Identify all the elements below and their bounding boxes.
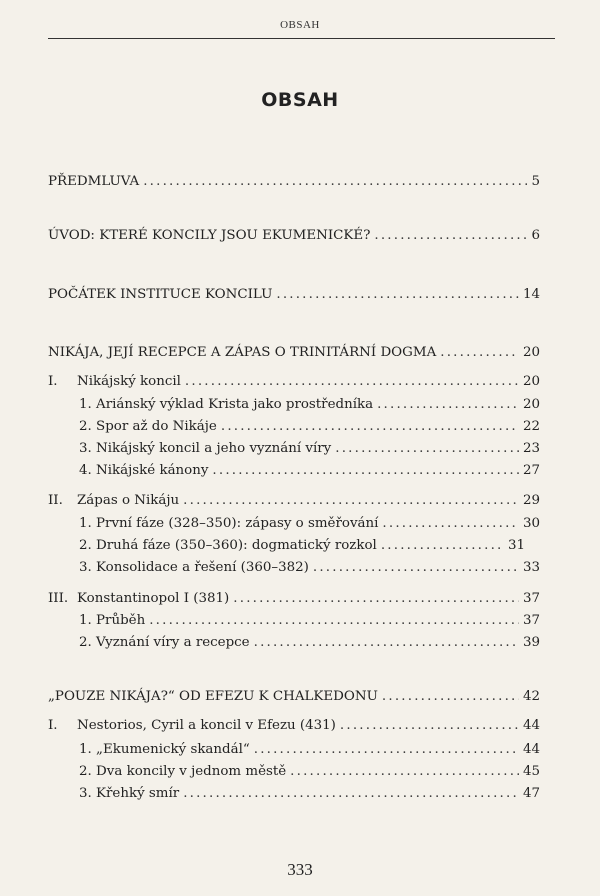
toc-entry[interactable] (79, 462, 540, 480)
toc-entry[interactable] (79, 612, 540, 630)
toc-entry[interactable] (48, 590, 540, 608)
dot-leader (254, 634, 519, 652)
toc-page-number: 20 (522, 345, 540, 360)
dot-leader (254, 741, 519, 759)
toc-page-number: 20 (522, 397, 540, 412)
toc-entry[interactable] (79, 785, 540, 803)
toc-entry[interactable] (79, 741, 540, 759)
toc-page-number: 30 (522, 516, 540, 531)
toc-entry-text: 1. „Ekumenický skandál“ (79, 742, 250, 757)
toc-page-number: 5 (531, 174, 540, 189)
toc-entry[interactable] (48, 492, 540, 510)
toc-entry-numeral: I. (48, 374, 58, 389)
toc-entry[interactable] (48, 286, 540, 304)
show-through-texture (48, 64, 558, 79)
toc-page-number: 44 (522, 742, 540, 757)
toc-entry[interactable] (79, 634, 540, 652)
dot-leader (185, 373, 519, 391)
dot-leader (212, 462, 519, 480)
toc-entry-text: ÚVOD: KTERÉ KONCILY JSOU EKUMENICKÉ? (48, 228, 371, 243)
toc-entry-text: PŘEDMLUVA (48, 174, 140, 189)
toc-page-number: 39 (522, 635, 540, 650)
dot-leader (149, 612, 519, 630)
toc-entry-text: „POUZE NIKÁJA?“ OD EFEZU K CHALKEDONU (48, 689, 378, 704)
toc-page-number: 47 (522, 786, 540, 801)
toc-entry-text: Nikájský koncil (77, 374, 181, 389)
toc-entry-text: 2. Druhá fáze (350–360): dogmatický rozkol (79, 538, 377, 553)
toc-page-number: 31 (507, 538, 525, 553)
toc-entry[interactable] (48, 173, 540, 191)
toc-entry-text: 2. Vyznání víry a recepce (79, 635, 250, 650)
toc-entry[interactable] (79, 763, 540, 781)
dot-leader (290, 763, 519, 781)
toc-entry[interactable] (48, 717, 540, 735)
toc-entry[interactable] (79, 537, 525, 555)
dot-leader (374, 227, 527, 245)
toc-entry[interactable] (48, 227, 540, 245)
toc-page-number: 45 (522, 764, 540, 779)
running-head: OBSAH (280, 19, 320, 31)
toc-page-number: 29 (522, 493, 540, 508)
dot-leader (183, 785, 519, 803)
toc-page-number: 33 (522, 560, 540, 575)
toc-entry[interactable] (79, 396, 540, 414)
toc-entry-text: 4. Nikájské kánony (79, 463, 209, 478)
dot-leader (233, 590, 519, 608)
dot-leader (221, 418, 519, 436)
toc-entry-text: 2. Dva koncily v jednom městě (79, 764, 287, 779)
toc-entry[interactable] (79, 440, 540, 458)
dot-leader (440, 344, 519, 362)
toc-page-number: 37 (522, 591, 540, 606)
toc-entry-text: Nestorios, Cyril a koncil v Efezu (431) (77, 718, 336, 733)
toc-entry-text: 3. Konsolidace a řešení (360–382) (79, 560, 309, 575)
dot-leader (143, 173, 527, 191)
dot-leader (340, 717, 519, 735)
header-rule (48, 38, 555, 39)
toc-entry[interactable] (48, 344, 540, 362)
toc-entry-text: 3. Nikájský koncil a jeho vyznání víry (79, 441, 332, 456)
toc-page-number: 44 (522, 718, 540, 733)
page-number: 333 (287, 860, 313, 879)
toc-entry-text: 1. Průběh (79, 613, 146, 628)
toc-entry-text: Zápas o Nikáju (77, 493, 180, 508)
toc-page-number: 20 (522, 374, 540, 389)
toc-entry-text: 1. Ariánský výklad Krista jako prostředníka (79, 397, 374, 412)
toc-entry[interactable] (79, 418, 540, 436)
dot-leader (381, 537, 504, 555)
toc-page-number: 14 (522, 287, 540, 302)
toc-entry[interactable] (79, 559, 540, 577)
dot-leader (276, 286, 519, 304)
toc-entry-numeral: I. (48, 718, 58, 733)
dot-leader (377, 396, 519, 414)
page-title: OBSAH (261, 89, 339, 111)
toc-page-number: 42 (522, 689, 540, 704)
toc-entry-text: 2. Spor až do Nikáje (79, 419, 217, 434)
toc-page-number: 27 (522, 463, 540, 478)
toc-entry-text: NIKÁJA, JEJÍ RECEPCE A ZÁPAS O TRINITÁRNÍ DOGMA (48, 345, 437, 360)
toc-entry-text: POČÁTEK INSTITUCE KONCILU (48, 287, 273, 302)
dot-leader (382, 688, 519, 706)
toc-page-number: 6 (531, 228, 540, 243)
toc-entry[interactable] (79, 515, 540, 533)
toc-entry-text: 3. Křehký smír (79, 786, 180, 801)
toc-page-number: 22 (522, 419, 540, 434)
toc-entry[interactable] (48, 373, 540, 391)
dot-leader (382, 515, 519, 533)
toc-entry[interactable] (48, 688, 540, 706)
dot-leader (183, 492, 519, 510)
toc-entry-numeral: II. (48, 493, 63, 508)
toc-page-number: 37 (522, 613, 540, 628)
toc-entry-numeral: III. (48, 591, 69, 606)
dot-leader (313, 559, 519, 577)
toc-entry-text: Konstantinopol I (381) (77, 591, 230, 606)
dot-leader (335, 440, 519, 458)
toc-entry-text: 1. První fáze (328–350): zápasy o směřování (79, 516, 379, 531)
toc-page-number: 23 (522, 441, 540, 456)
